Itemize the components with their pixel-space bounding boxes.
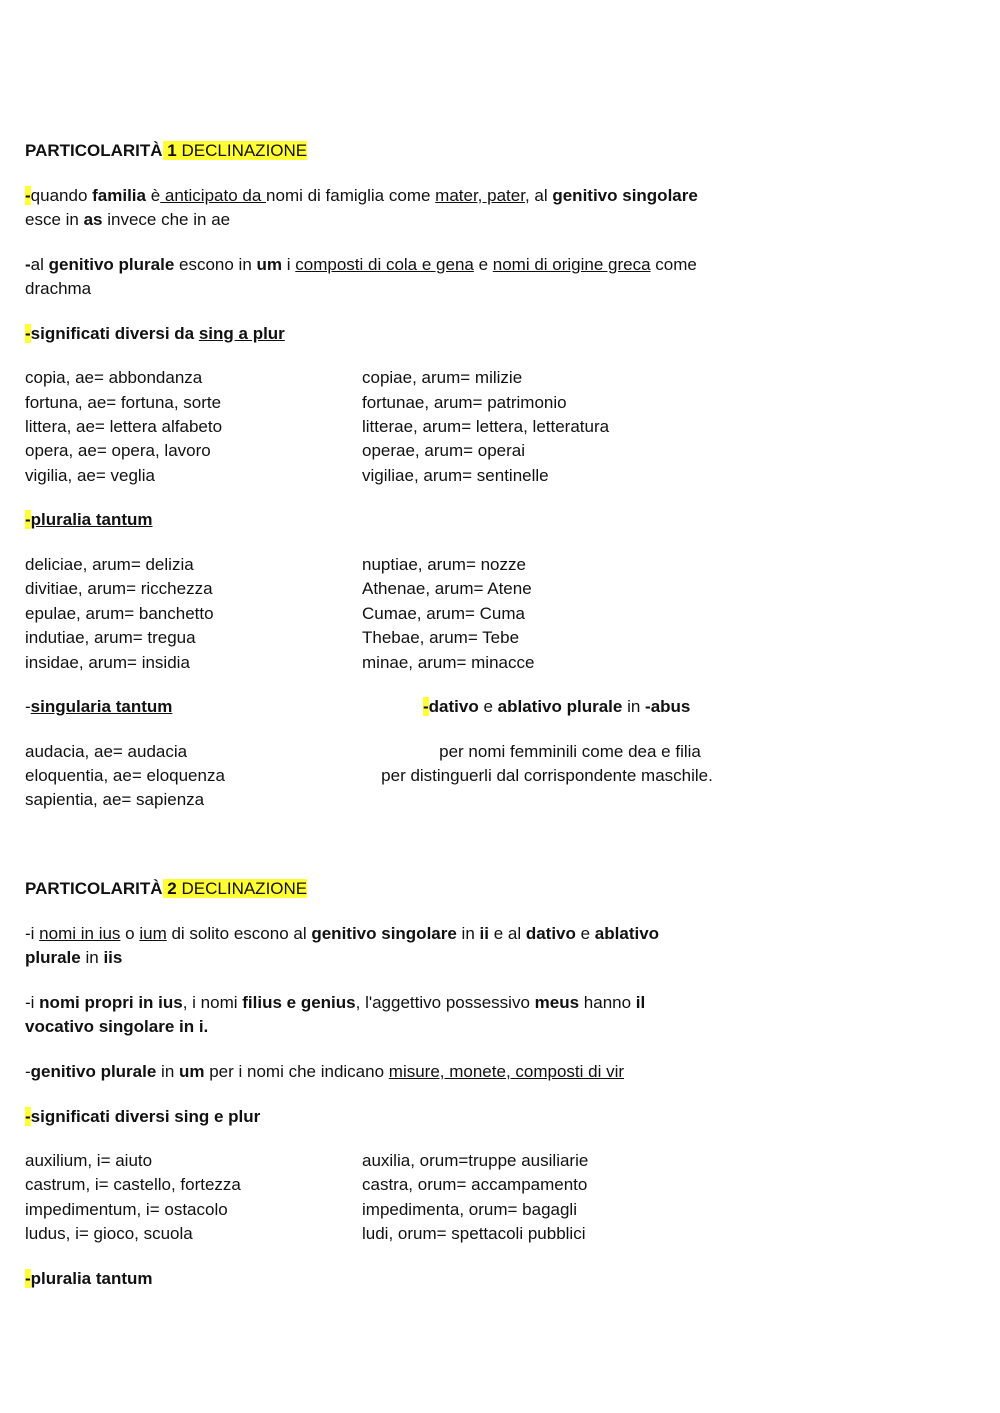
s1-subheading-sing-plur: -significati diversi da sing a plur: [25, 324, 285, 343]
list-item: copia, ae= abbondanza: [25, 368, 203, 387]
list-item: vigilia, ae= veglia: [25, 466, 155, 485]
s1-paragraph-1-line-2: esce in as invece che in ae: [25, 210, 231, 229]
s1-subheading-singularia: -singularia tantum: [25, 697, 173, 716]
s2-subheading-pluralia: -pluralia tantum: [25, 1269, 153, 1288]
s2-paragraph-1-line-2: plurale in iis: [25, 948, 123, 967]
abus-note-line-1: per nomi femminili come dea e filia: [439, 742, 701, 761]
list-item: opera, ae= opera, lavoro: [25, 441, 211, 460]
s2-paragraph-2-line-2: vocativo singolare in i.: [25, 1017, 209, 1036]
abus-note-line-2: per distinguerli dal corrispondente maschile.: [381, 766, 713, 785]
s2-subheading-sing-plur: -significati diversi sing e plur: [25, 1107, 261, 1126]
list-item: impedimentum, i= ostacolo: [25, 1200, 228, 1219]
s1-subheading-abus: -dativo e ablativo plurale in -abus: [423, 697, 691, 716]
s1-paragraph-2-line-2: drachma: [25, 279, 92, 298]
list-item: ludus, i= gioco, scuola: [25, 1224, 193, 1243]
list-item: deliciae, arum= delizia: [25, 555, 194, 574]
s2-paragraph-3: -genitivo plurale in um per i nomi che indicano misure, monete, composti di vir: [25, 1062, 625, 1081]
s1-subheading-pluralia: -pluralia tantum: [25, 510, 153, 529]
list-item: fortuna, ae= fortuna, sorte: [25, 393, 222, 412]
list-item: sapientia, ae= sapienza: [25, 790, 205, 809]
list-item: littera, ae= lettera alfabeto: [25, 417, 223, 436]
list-item: Thebae, arum= Tebe: [362, 628, 520, 647]
section1-heading: [25, 139, 307, 163]
heading-rest: DECLINAZIONE: [181, 879, 308, 898]
heading-prefix: PARTICOLARITÀ: [25, 141, 163, 160]
list-item: operae, arum= operai: [362, 441, 526, 460]
list-item: divitiae, arum= ricchezza: [25, 579, 213, 598]
list-item: eloquentia, ae= eloquenza: [25, 766, 225, 785]
s1-paragraph-1-line-1: -quando familia è anticipato da nomi di famiglia come mater, pater, al genitivo singolare: [25, 186, 698, 205]
list-item: auxilia, orum=truppe ausiliarie: [362, 1151, 589, 1170]
s2-paragraph-1-line-1: -i nomi in ius o ium di solito escono al genitivo singolare in ii e al dativo e ablativo: [25, 924, 660, 943]
s1-paragraph-2-line-1: -al genitivo plurale escono in um i composti di cola e gena e nomi di origine greca come: [25, 255, 697, 274]
list-item: Cumae, arum= Cuma: [362, 604, 525, 623]
s2-paragraph-2-line-1: -i nomi propri in ius, i nomi filius e genius, l'aggettivo possessivo meus hanno il: [25, 993, 646, 1012]
list-item: audacia, ae= audacia: [25, 742, 188, 761]
list-item: castra, orum= accampamento: [362, 1175, 588, 1194]
heading-rest: DECLINAZIONE: [181, 141, 308, 160]
list-item: vigiliae, arum= sentinelle: [362, 466, 549, 485]
list-item: castrum, i= castello, fortezza: [25, 1175, 241, 1194]
list-item: auxilium, i= aiuto: [25, 1151, 153, 1170]
list-item: fortunae, arum= patrimonio: [362, 393, 567, 412]
list-item: nuptiae, arum= nozze: [362, 555, 526, 574]
section2-heading: [25, 877, 307, 901]
list-item: impedimenta, orum= bagagli: [362, 1200, 577, 1219]
list-item: indutiae, arum= tregua: [25, 628, 196, 647]
heading-prefix: PARTICOLARITÀ: [25, 879, 163, 898]
list-item: minae, arum= minacce: [362, 653, 535, 672]
heading-number: 2: [167, 879, 177, 898]
list-item: insidae, arum= insidia: [25, 653, 190, 672]
list-item: epulae, arum= banchetto: [25, 604, 214, 623]
list-item: ludi, orum= spettacoli pubblici: [362, 1224, 586, 1243]
list-item: litterae, arum= lettera, letteratura: [362, 417, 610, 436]
heading-number: 1: [167, 141, 177, 160]
list-item: Athenae, arum= Atene: [362, 579, 532, 598]
list-item: copiae, arum= milizie: [362, 368, 523, 387]
